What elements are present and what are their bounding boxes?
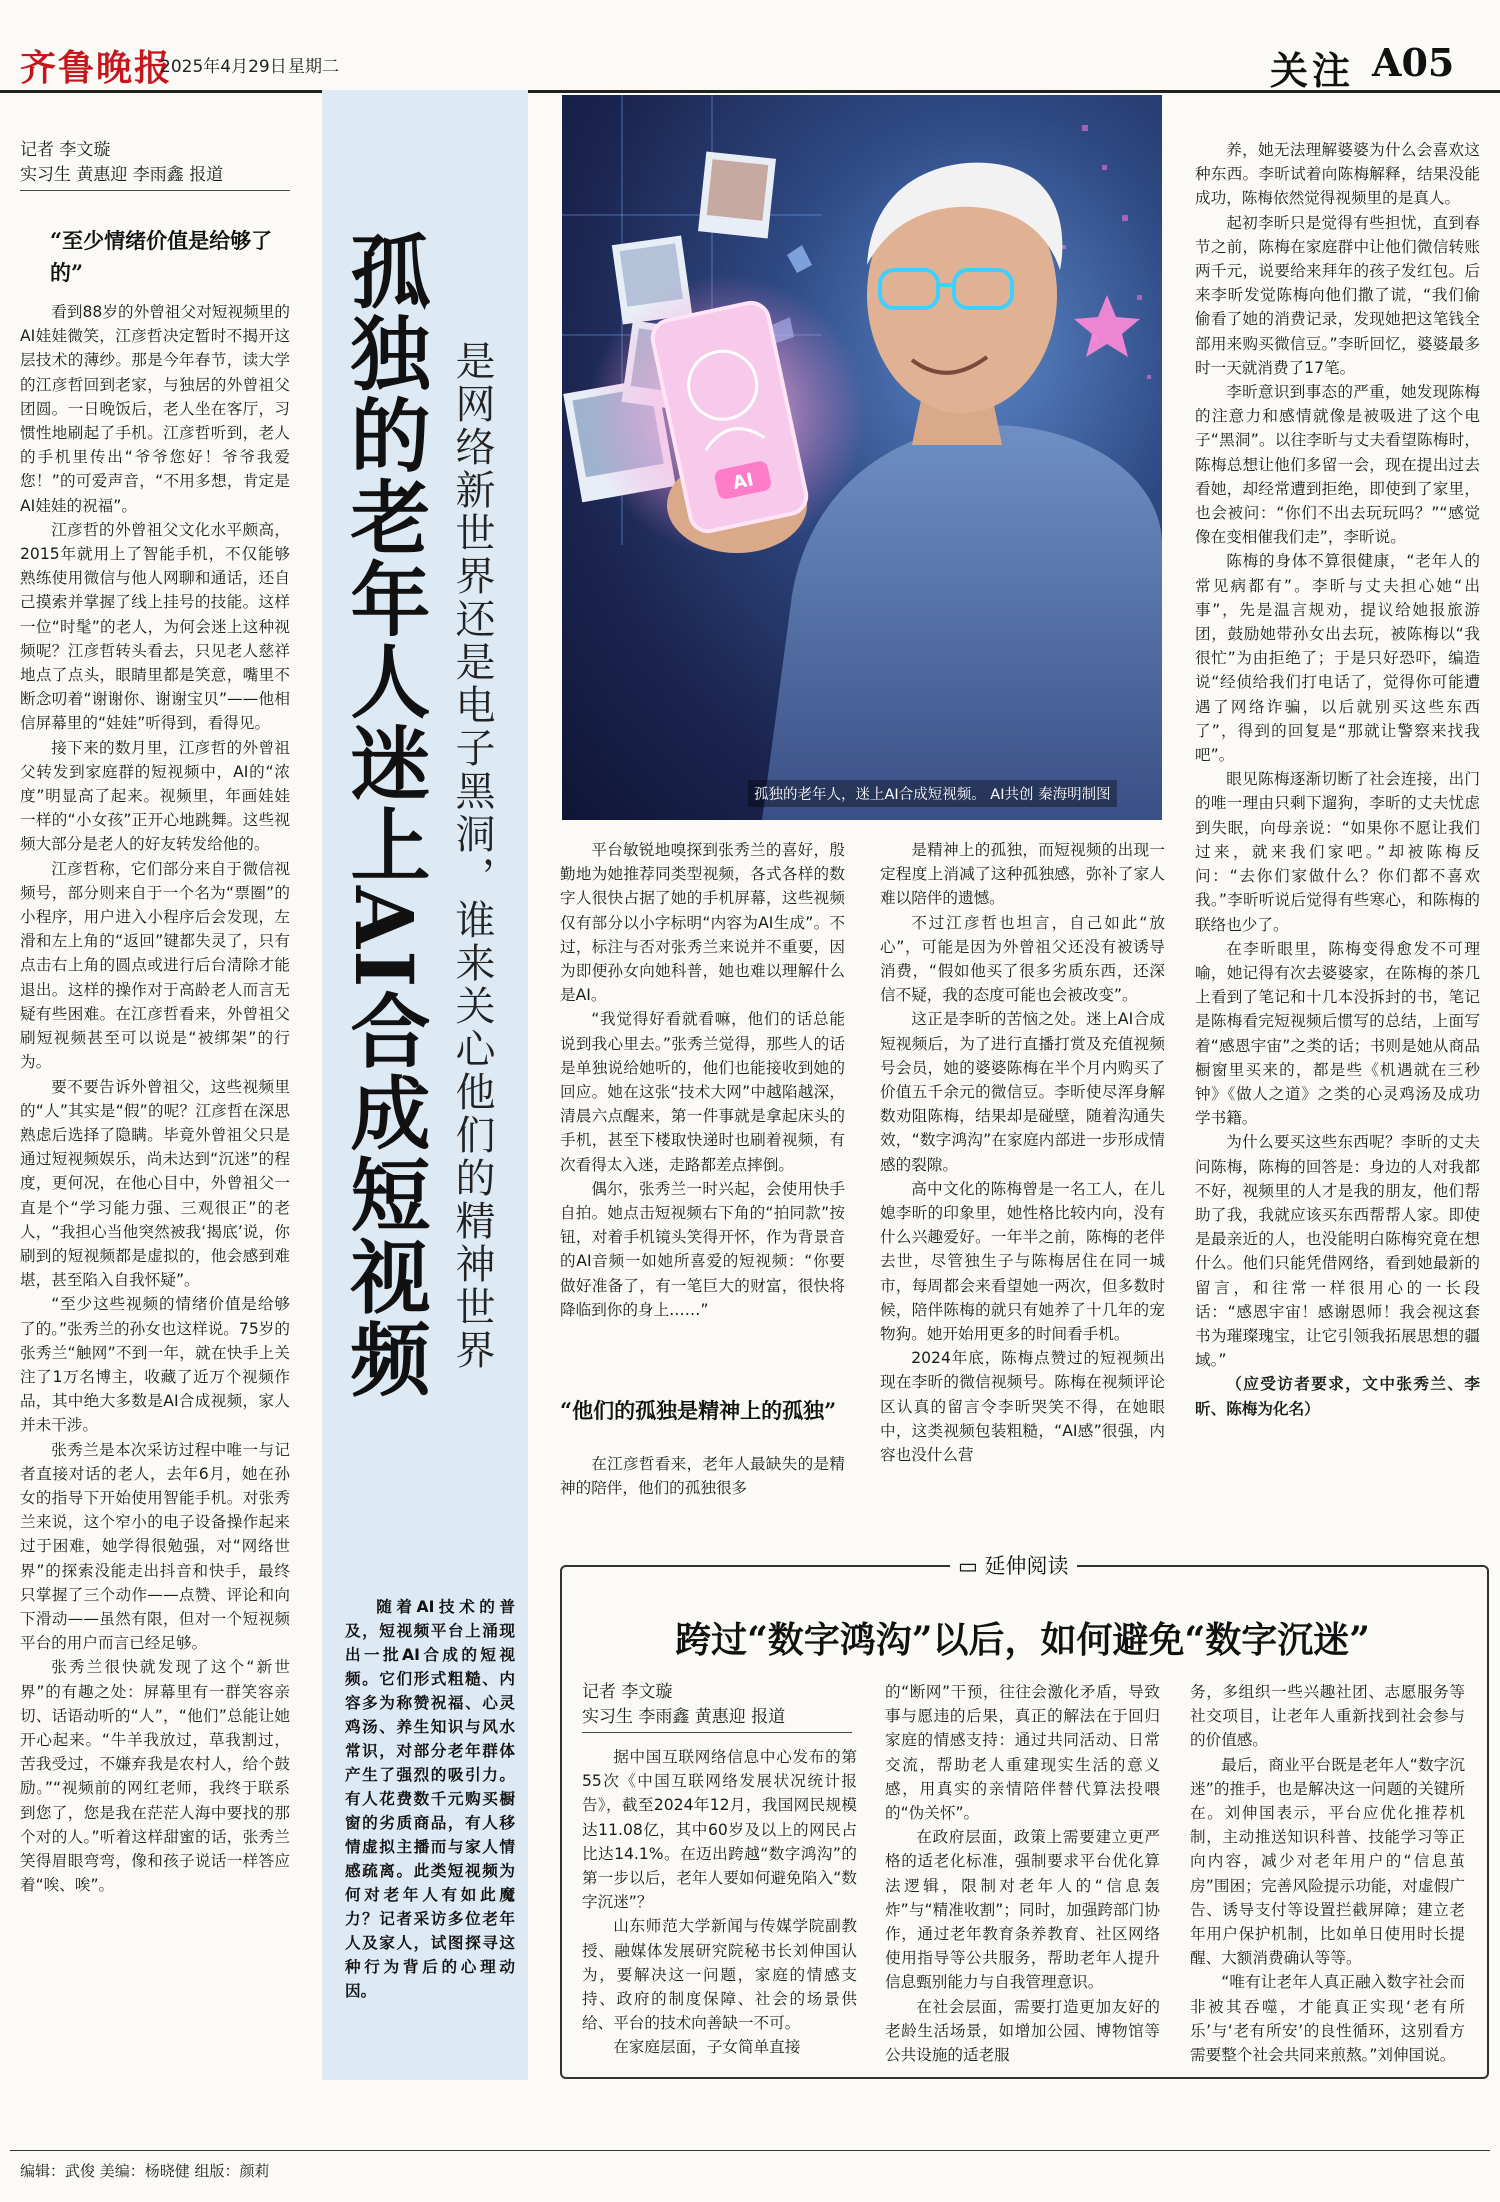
ext-byline-interns: 实习生 李雨鑫 黄惠迎 报道 (582, 1707, 786, 1727)
issue-weekday: 星期二 (288, 57, 339, 77)
illustration-elderly-man-with-ai-phone (562, 95, 1162, 820)
paragraph: 在江彦哲看来，老年人最缺失的是精神的陪伴，他们的孤独很多 (560, 1455, 845, 1498)
extended-title: 跨过“数字鸿沟”以后，如何避免“数字沉迷” (675, 1619, 1370, 1661)
col3-body-2 (560, 1452, 845, 1512)
paragraph: 养，她无法理解婆婆为什么会喜欢这种东西。李昕试着向陈梅解释，结果没能成功，陈梅依然觉得视频里的是真人。 (1195, 141, 1480, 208)
byline-rule (20, 190, 290, 191)
paragraph: “我觉得好看就看嘛，他们的话总能说到我心里去。”张秀兰觉得，那些人的话是单独说给她听的，他们也能接收到她的回应。她在这张“技术大网”中越陷越深，清晨六点醒来，第一件事就是拿起床头的手机，甚至下楼取快递时也刷着视频，有次看得太入迷，走路都差点摔倒。 (560, 1010, 845, 1174)
paragraph: 为什么要买这些东西呢？李昕的丈夫问陈梅，陈梅的回答是：身边的人对我都不好，视频里的人才是我的朋友，他们帮助了我，我就应该买东西帮帮人家。即使是最亲近的人，也没能明白陈梅究竟在想什么。他们只能凭借网络，看到她最新的留言，和往常一样很用心的一长段话：“感恩宇宙！感谢恩师！我会视这套书为璀璨瑰宝，让它引领我拓展思想的疆域。” (1195, 1133, 1480, 1370)
col3-subhead: “他们的孤独是精神上的孤独” (560, 1398, 837, 1423)
paragraph: 山东师范大学新闻与传媒学院副教授、融媒体发展研究院秘书长刘伸国认为，要解决这一问题，家庭的情感支持、政府的制度保障、社会的场景供给、平台的技术向善缺一不可。 (582, 1917, 857, 2033)
paragraph: “至少这些视频的情绪价值是给够了的。”张秀兰的孙女也这样说。75岁的张秀兰“触网”不到一年，就在快手上关注了1万名博主，收藏了近万个视频作品，其中绝大多数是AI合成视频，家人并未干涉。 (20, 1295, 290, 1435)
paragraph: 陈梅的身体不算很健康，“老年人的常见病都有”。李昕与丈夫担心她“出事”，先是温言规劝，提议给她报旅游团，鼓励她带孙女出去玩，被陈梅以“我很忙”为由拒绝了；于是只好恐吓，编造说“经侦给我们打电话了，觉得你可能遭遇了网络诈骗，以后就别买这些东西了”，得到的回复是“那就让警察来找我吧”。 (1195, 552, 1480, 765)
paragraph: 据中国互联网络信息中心发布的第55次《中国互联网络发展状况统计报告》，截至2024年12月，我国网民规模达11.08亿，其中60岁及以上的网民占比达14.1%。在迈出跨越“数字鸿沟”的第一步以后，老年人要如何避免陷入“数字沉迷”？ (582, 1748, 857, 1912)
footer-credits: 编辑：武俊 美编：杨晓健 组版：颜莉 (20, 2162, 270, 2180)
ext-byline-rule (582, 1732, 852, 1733)
footer-rule (10, 2150, 1490, 2151)
paragraph: 高中文化的陈梅曾是一名工人，在儿媳李昕的印象里，她性格比较内向，没有什么兴趣爱好。一年半之前，陈梅的老伴去世，尽管独生子与陈梅居住在同一城市，每周都会来看望她一两次，但多数时候，陪伴陈梅的就只有她养了十几年的宠物狗。她开始用更多的时间看手机。 (880, 1179, 1165, 1344)
extended-reading-label: ▭ 延伸阅读 (950, 1550, 1077, 1580)
paragraph: 不过江彦哲也坦言，自己如此“放心”，可能是因为外曾祖父还没有被诱导消费，“假如他买了很多劣质东西，还深信不疑，我的态度可能也会被改变”。 (880, 913, 1165, 1005)
paragraph: 务，多组织一些兴趣社团、志愿服务等社交项目，让老年人重新找到社会参与的价值感。 (1190, 1683, 1465, 1750)
paragraph: 是精神上的孤独，而短视频的出现一定程度上消减了这种孤独感，弥补了家人难以陪伴的遗憾。 (880, 841, 1165, 908)
article-headline: 孤独的老年人迷上AI合成短视频 (337, 230, 431, 1400)
ext-col1 (582, 1745, 857, 2065)
paragraph: 看到88岁的外曾祖父对短视频里的AI娃娃微笑，江彦哲决定暂时不揭开这层技术的薄纱。那是今年春节，读大学的江彦哲回到老家，与独居的外曾祖父团圆。一日晚饭后，老人坐在客厅，习惯性地刷起了手机。江彦哲听到，老人的手机里传出“爷爷您好！爷爷我爱您！”的可爱声音，“不用多想，肯定是AI娃娃的祝福”。 (20, 303, 290, 515)
paragraph: 平台敏锐地嗅探到张秀兰的喜好，殷勤地为她推荐同类型视频，各式各样的数字人很快占据了她的手机屏幕，这些视频仅有部分以小字标明“内容为AI生成”。不过，标注与否对张秀兰来说并不重要，因为即便孙女向她科普，她也难以理解什么是AI。 (560, 841, 845, 1005)
col1-body (20, 300, 290, 2130)
paragraph: 江彦哲的外曾祖父文化水平颇高，2015年就用上了智能手机，不仅能够熟练使用微信与他人网聊和通话，还自己摸索并掌握了线上挂号的技能。这样一位“时髦”的老人，为何会迷上这种视频呢？江彦哲转头看去，只见老人慈祥地点了点头，眼睛里都是笑意，嘴里不断念叨着“谢谢你、谢谢宝贝”——他相信屏幕里的“娃娃”听得到，看得见。 (20, 520, 290, 733)
paragraph: 在政府层面，政策上需要建立更严格的适老化标准，强制要求平台优化算法逻辑，限制对老年人的“信息轰炸”与“精准收割”；同时，加强跨部门协作，通过老年教育条养教育、社区网络使用指导等公共服务，帮助老年人提升信息甄别能力与自我管理意识。 (885, 1828, 1160, 1992)
paragraph: 张秀兰很快就发现了这个“新世界”的有趣之处：屏幕里有一群笑容亲切、话语动听的“人”，“他们”总能让她开心起来。“牛羊我放过，草我割过，苦我受过，不嫌弃我是农村人，给个鼓励。”“视频前的网红老师，我终于联系到您了，您是我在茫茫人海中要找的那个对的人。”听着这样甜蜜的话，张秀兰笑得眉眼弯弯，像和孩子说话一样答应着“唉、唉”。 (20, 1658, 290, 1895)
paragraph: 起初李昕只是觉得有些担忧，直到春节之前，陈梅在家庭群中让他们微信转账两千元，说要给来拜年的孩子发红包。后来李昕发觉陈梅向他们撒了谎，“我们偷偷看了她的消费记录，发现她把这笔钱全部用来购买微信豆。”李昕回忆，婆婆最多时一天就消费了17笔。 (1195, 213, 1480, 377)
paragraph: 李昕意识到事态的严重，她发现陈梅的注意力和感情就像是被吸进了这个电子“黑洞”。以往李昕与丈夫看望陈梅时，陈梅总想让他们多留一会，现在提出过去看她，却经常遭到拒绝，即使到了家里，也会被问：“你们不出去玩玩吗？”“感觉像在变相催我们走”，李昕说。 (1195, 383, 1480, 547)
illustration-graphic (562, 95, 1162, 820)
page-number: A05 (1372, 40, 1455, 85)
paragraph: 在社会层面，需要打造更加友好的老龄生活场景，如增加公园、博物馆等公共设施的适老服 (885, 1997, 1160, 2065)
paragraph: 眼见陈梅逐渐切断了社会连接，出门的唯一理由只剩下遛狗，李昕的丈夫忧虑到失眠，向母亲说：“如果你不愿让我们过来，就来我们家吧。”却被陈梅反问：“去你们家做什么？你们都不喜欢我。”李昕听说后觉得有些寒心，和陈梅的联络也少了。 (1195, 770, 1480, 934)
svg-text:AI: AI (730, 469, 756, 495)
paragraph: 在李昕眼里，陈梅变得愈发不可理喻，她记得有次去婆婆家，在陈梅的茶几上看到了笔记和十几本没拆封的书，笔记是陈梅看完短视频后惯写的总结，上面写着“感恩宇宙”之类的话；书则是她从商品橱窗里买来的，都是些《机遇就在三秒钟》《做人之道》之类的心灵鸡汤及成功学书籍。 (1195, 939, 1480, 1128)
paragraph: “唯有让老年人真正融入数字社会而非被其吞噬，才能真正实现‘老有所乐’与‘老有所安’的良性循环，这别看方需要整个社会共同来煎熬。”刘伸国说。 (1190, 1973, 1465, 2065)
section-name: 关注 (1270, 48, 1355, 93)
ext-col2 (885, 1680, 1160, 2065)
issue-date: 2025年4月29日 (160, 57, 287, 77)
paragraph: 的“断网”干预，往往会激化矛盾，导致事与愿违的后果，真正的解法在于回归家庭的情感支持：通过共同活动、日常交流，帮助老人重建现实生活的意义感，用真实的亲情陪伴替代算法投喂的“伪关怀”。 (885, 1683, 1160, 1823)
newspaper-logo: 齐鲁晚报 (20, 47, 173, 89)
col1-subhead: “至少情绪价值是给够了的” (50, 228, 273, 285)
byline-interns: 实习生 黄惠迎 李雨鑫 报道 (20, 165, 224, 185)
ext-col3 (1190, 1680, 1465, 2065)
paragraph: 最后，商业平台既是老年人“数字沉迷”的推手，也是解决这一问题的关键所在。刘伸国表示，平台应优化推荐机制，主动推送知识科普、技能学习等正向内容，减少对老年用户的“信息茧房”围困；完善风险提示功能，对虚假广告、诱导支付等设置拦截屏障；建立老年用户保护机制，比如单日使用时长提醒、大额消费确认等等。 (1190, 1755, 1465, 1968)
paragraph: 在家庭层面，子女简单直接 (613, 2038, 801, 2057)
paragraph: 要不要告诉外曾祖父，这些视频里的“人”其实是“假”的呢？江彦哲在深思熟虑后选择了隐瞒。毕竟外曾祖父只是通过短视频娱乐，尚未达到“沉迷”的程度，更何况，在他心目中，外曾祖父一直是个“学习能力强、三观很正”的老人，“我担心当他突然被我‘揭底’说，你刷到的短视频都是虚拟的，他会感到难堪，甚至陷入自我怀疑”。 (20, 1077, 290, 1290)
ext-byline-reporter: 记者 李文璇 (582, 1682, 673, 1702)
col4-body (880, 838, 1165, 1465)
paragraph: 张秀兰是本次采访过程中唯一与记者直接对话的老人，去年6月，她在孙女的指导下开始使用智能手机。对张秀兰来说，这个窄小的电子设备操作起来过于困难，她学得很勉强，对“网络世界”的探索没能走出抖音和快手，最终只掌握了三个动作——点赞、评论和向下滑动——虽然有限，但对一个短视频平台的用户而言已经足够。 (20, 1440, 290, 1653)
article-intro: 随着AI技术的普及，短视频平台上涌现出一批AI合成的短视频。它们形式粗糙、内容多为称赞祝福、心灵鸡汤、养生知识与风水常识，对部分老年群体产生了强烈的吸引力。有人花费数千元购买橱窗的劣质商品，有人移情虚拟主播而与家人情感疏离。此类短视频为何对老年人有如此魔力？记者采访多位老年人及家人，试图探寻这种行为背后的心理动因。 (345, 1598, 515, 2000)
col5-body (1195, 138, 1480, 1448)
col3-body (560, 838, 845, 1393)
paragraph: （应受访者要求，文中张秀兰、李昕、陈梅为化名） (1195, 1375, 1480, 1418)
paragraph: 偶尔，张秀兰一时兴起，会使用快手自拍。她点击短视频右下角的“拍同款”按钮，对着手机镜头笑得开怀，作为背景音的AI音频一如她所喜爱的短视频：“你要做好准备了，有一笔巨大的财富，很快将降临到你的身上……” (560, 1179, 845, 1319)
illustration-caption: 孤独的老年人，迷上AI合成短视频。 AI共创 秦海明制图 (748, 780, 1117, 807)
paragraph: 这正是李昕的苦恼之处。迷上AI合成短视频后，为了进行直播打赏及充值视频号会员，她的婆婆陈梅在半个月内购买了价值五千余元的微信豆。李昕使尽浑身解数劝阻陈梅，结果却是碰壁，随着沟通失效，“数字鸿沟”在家庭内部进一步形成情感的裂隙。 (880, 1010, 1165, 1174)
article-subtitle: 是网络新世界还是电子黑洞，谁来关心他们的精神世界 (449, 340, 495, 1372)
paragraph: 江彦哲称，它们部分来自于微信视频号，部分则来自于一个名为“票圈”的小程序，用户进入小程序后会发现，左滑和左上角的“返回”键都失灵了，只有点击右上角的圆点或进行后台清除才能退出。这样的操作对于高龄老人而言无疑有些困难。在江彦哲看来，外曾祖父刷短视频甚至可以说是“被绑架”的行为。 (20, 859, 290, 1072)
paragraph: 2024年底，陈梅点赞过的短视频出现在李昕的微信视频号。陈梅在视频评论区认真的留言令李昕哭笑不得，在她眼中，这类视频包装粗糙，“AI感”很强，内容也没什么营 (880, 1349, 1165, 1465)
paragraph: 接下来的数月里，江彦哲的外曾祖父转发到家庭群的短视频中，AI的“浓度”明显高了起来。视频里，年画娃娃一样的“小女孩”正开心地跳舞。这些视频大部分是老人的好友转发给他的。 (20, 738, 290, 854)
byline-reporter: 记者 李文璇 (20, 140, 111, 160)
